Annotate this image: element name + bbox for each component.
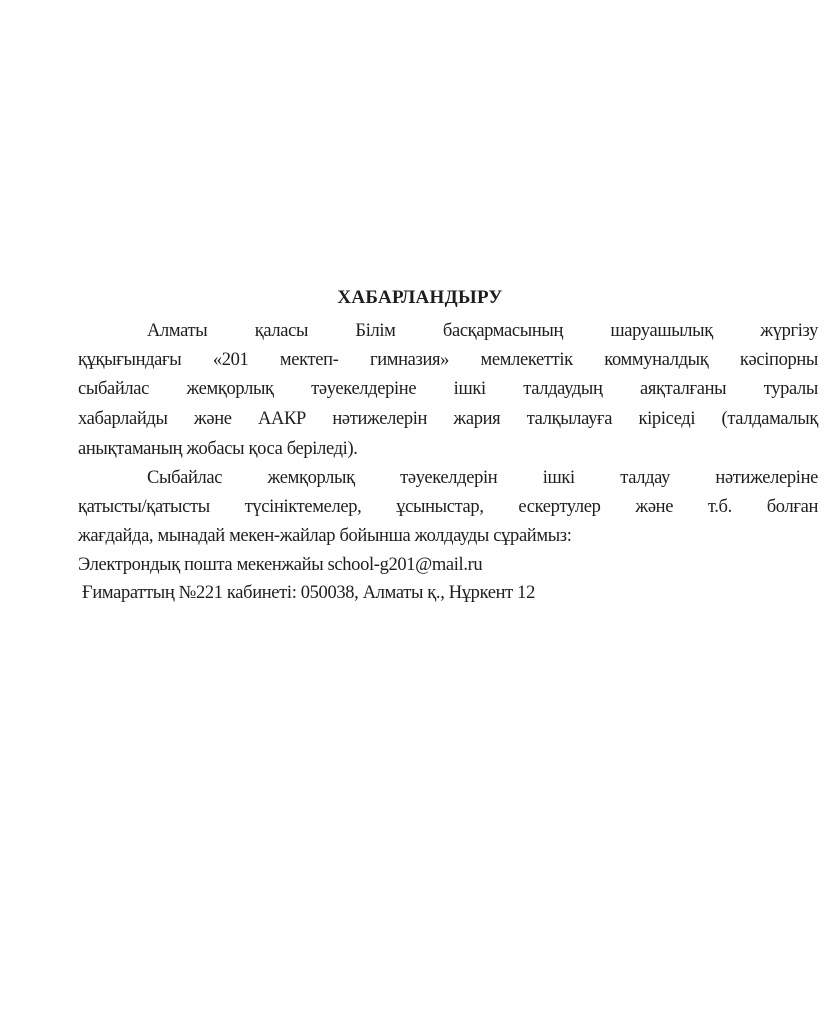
text-line: Сыбайлас жемқорлық тәуекелдерін ішкі талдау нәтижелеріне [147, 468, 818, 488]
page-title: ХАБАРЛАНДЫРУ [337, 287, 503, 308]
text-line: сыбайлас жемқорлық тәуекелдеріне ішкі талдаудың аяқталғаны туралы [78, 379, 818, 399]
email-line: Электрондық пошта мекенжайы school-g201@mail.ru [78, 555, 483, 575]
text-line: Алматы қаласы Білім басқармасының шаруашылық жүргізу [147, 321, 818, 341]
text-line: анықтаманың жобасы қоса беріледі). [78, 439, 358, 459]
text-line: жағдайда, мынадай мекен-жайлар бойынша жолдауды сұраймыз: [78, 526, 572, 546]
text-line: құқығындағы «201 мектеп- гимназия» мемлекеттік коммуналдық кәсіпорны [78, 350, 818, 370]
text-line: қатысты/қатысты түсініктемелер, ұсыныстар, ескертулер және т.б. болған [78, 497, 818, 517]
text-line: хабарлайды және ААКР нәтижелерін жария талқылауға кіріседі (талдамалық [78, 409, 818, 429]
address-line: Ғимараттың №221 кабинеті: 050038, Алматы қ., Нұркент 12 [82, 583, 535, 603]
